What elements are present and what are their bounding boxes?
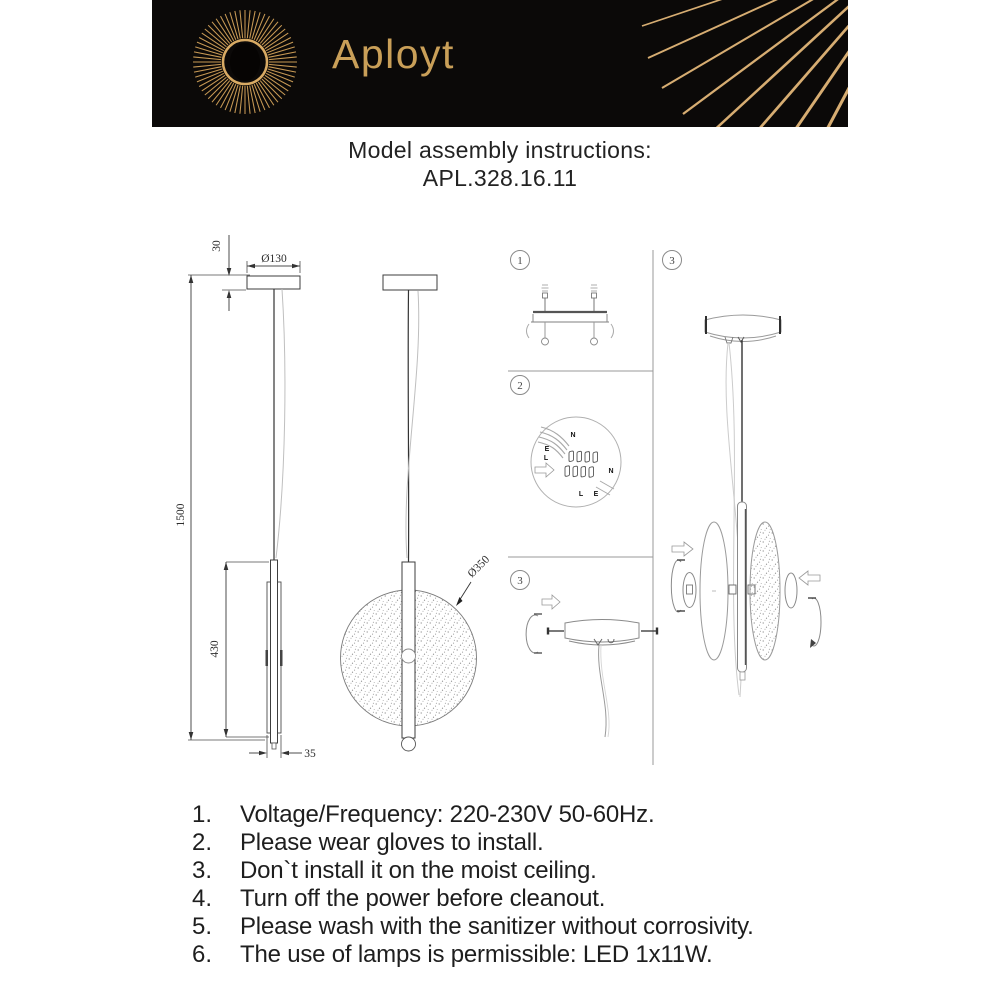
step-2-badge: 2 <box>517 380 523 392</box>
instruction-text: Please wash with the sanitizer without corrosivity. <box>240 913 754 940</box>
instruction-text: The use of lamps is permissible: LED 1x11W. <box>240 941 713 968</box>
step-3-badge: 3 <box>517 575 523 587</box>
rays-decoration-icon <box>642 0 848 127</box>
instruction-item <box>192 885 910 913</box>
dim-label-30: 30 <box>211 240 223 252</box>
dim-label-430: 430 <box>209 640 221 658</box>
step-1-badge: 1 <box>517 255 523 267</box>
assembly-diagram <box>150 225 850 790</box>
banner-art <box>152 0 848 127</box>
dim-bar-length <box>224 562 269 737</box>
instruction-number: 2. <box>192 829 213 856</box>
dim-label-130: Ø130 <box>261 253 287 265</box>
dim-label-350: Ø350 <box>465 553 493 581</box>
wire-label-n-right: N <box>608 468 614 475</box>
step-3-right-badge: 3 <box>669 255 675 267</box>
page-title: Model assembly instructions: <box>348 137 652 163</box>
instruction-number: 1. <box>192 801 213 828</box>
instruction-text: Don`t install it on the moist ceiling. <box>240 857 597 884</box>
instruction-item <box>192 857 910 885</box>
instruction-item <box>192 913 910 941</box>
dim-label-35: 35 <box>304 748 316 760</box>
step-1-panel <box>511 251 614 346</box>
instruction-text: Turn off the power before cleanout. <box>240 885 606 912</box>
instruction-list <box>150 801 910 969</box>
instruction-number: 6. <box>192 941 213 968</box>
instruction-text: Please wear gloves to install. <box>240 829 544 856</box>
dim-shade-diameter <box>456 582 471 606</box>
instruction-item <box>192 829 910 857</box>
sunburst-logo-icon <box>180 0 310 127</box>
dim-label-1500: 1500 <box>175 503 187 527</box>
wire-label-l-left: L <box>543 455 549 462</box>
instruction-text: Voltage/Frequency: 220-230V 50-60Hz. <box>240 801 655 828</box>
wire-label-e-bottom: E <box>593 491 599 498</box>
title-block <box>150 136 850 192</box>
step-2-panel <box>511 376 622 508</box>
instruction-number: 3. <box>192 857 213 884</box>
step-3-panel <box>511 571 658 738</box>
wire-label-l-bottom: L <box>578 491 584 498</box>
instruction-number: 5. <box>192 913 213 940</box>
side-view-drawing <box>188 235 302 758</box>
panel-dividers <box>508 250 653 765</box>
dim-canopy-height <box>222 235 246 311</box>
instruction-item <box>192 941 910 969</box>
instruction-item <box>192 801 910 829</box>
front-view-drawing <box>341 275 477 751</box>
step-3-detail-panel <box>663 251 821 698</box>
wire-label-e-left: E <box>544 446 550 453</box>
instruction-number: 4. <box>192 885 213 912</box>
wire-label-n-left: N <box>570 432 576 439</box>
model-number: APL.328.16.11 <box>422 165 578 191</box>
brand-banner <box>152 0 848 127</box>
brand-wordmark: Aployt <box>332 31 455 77</box>
